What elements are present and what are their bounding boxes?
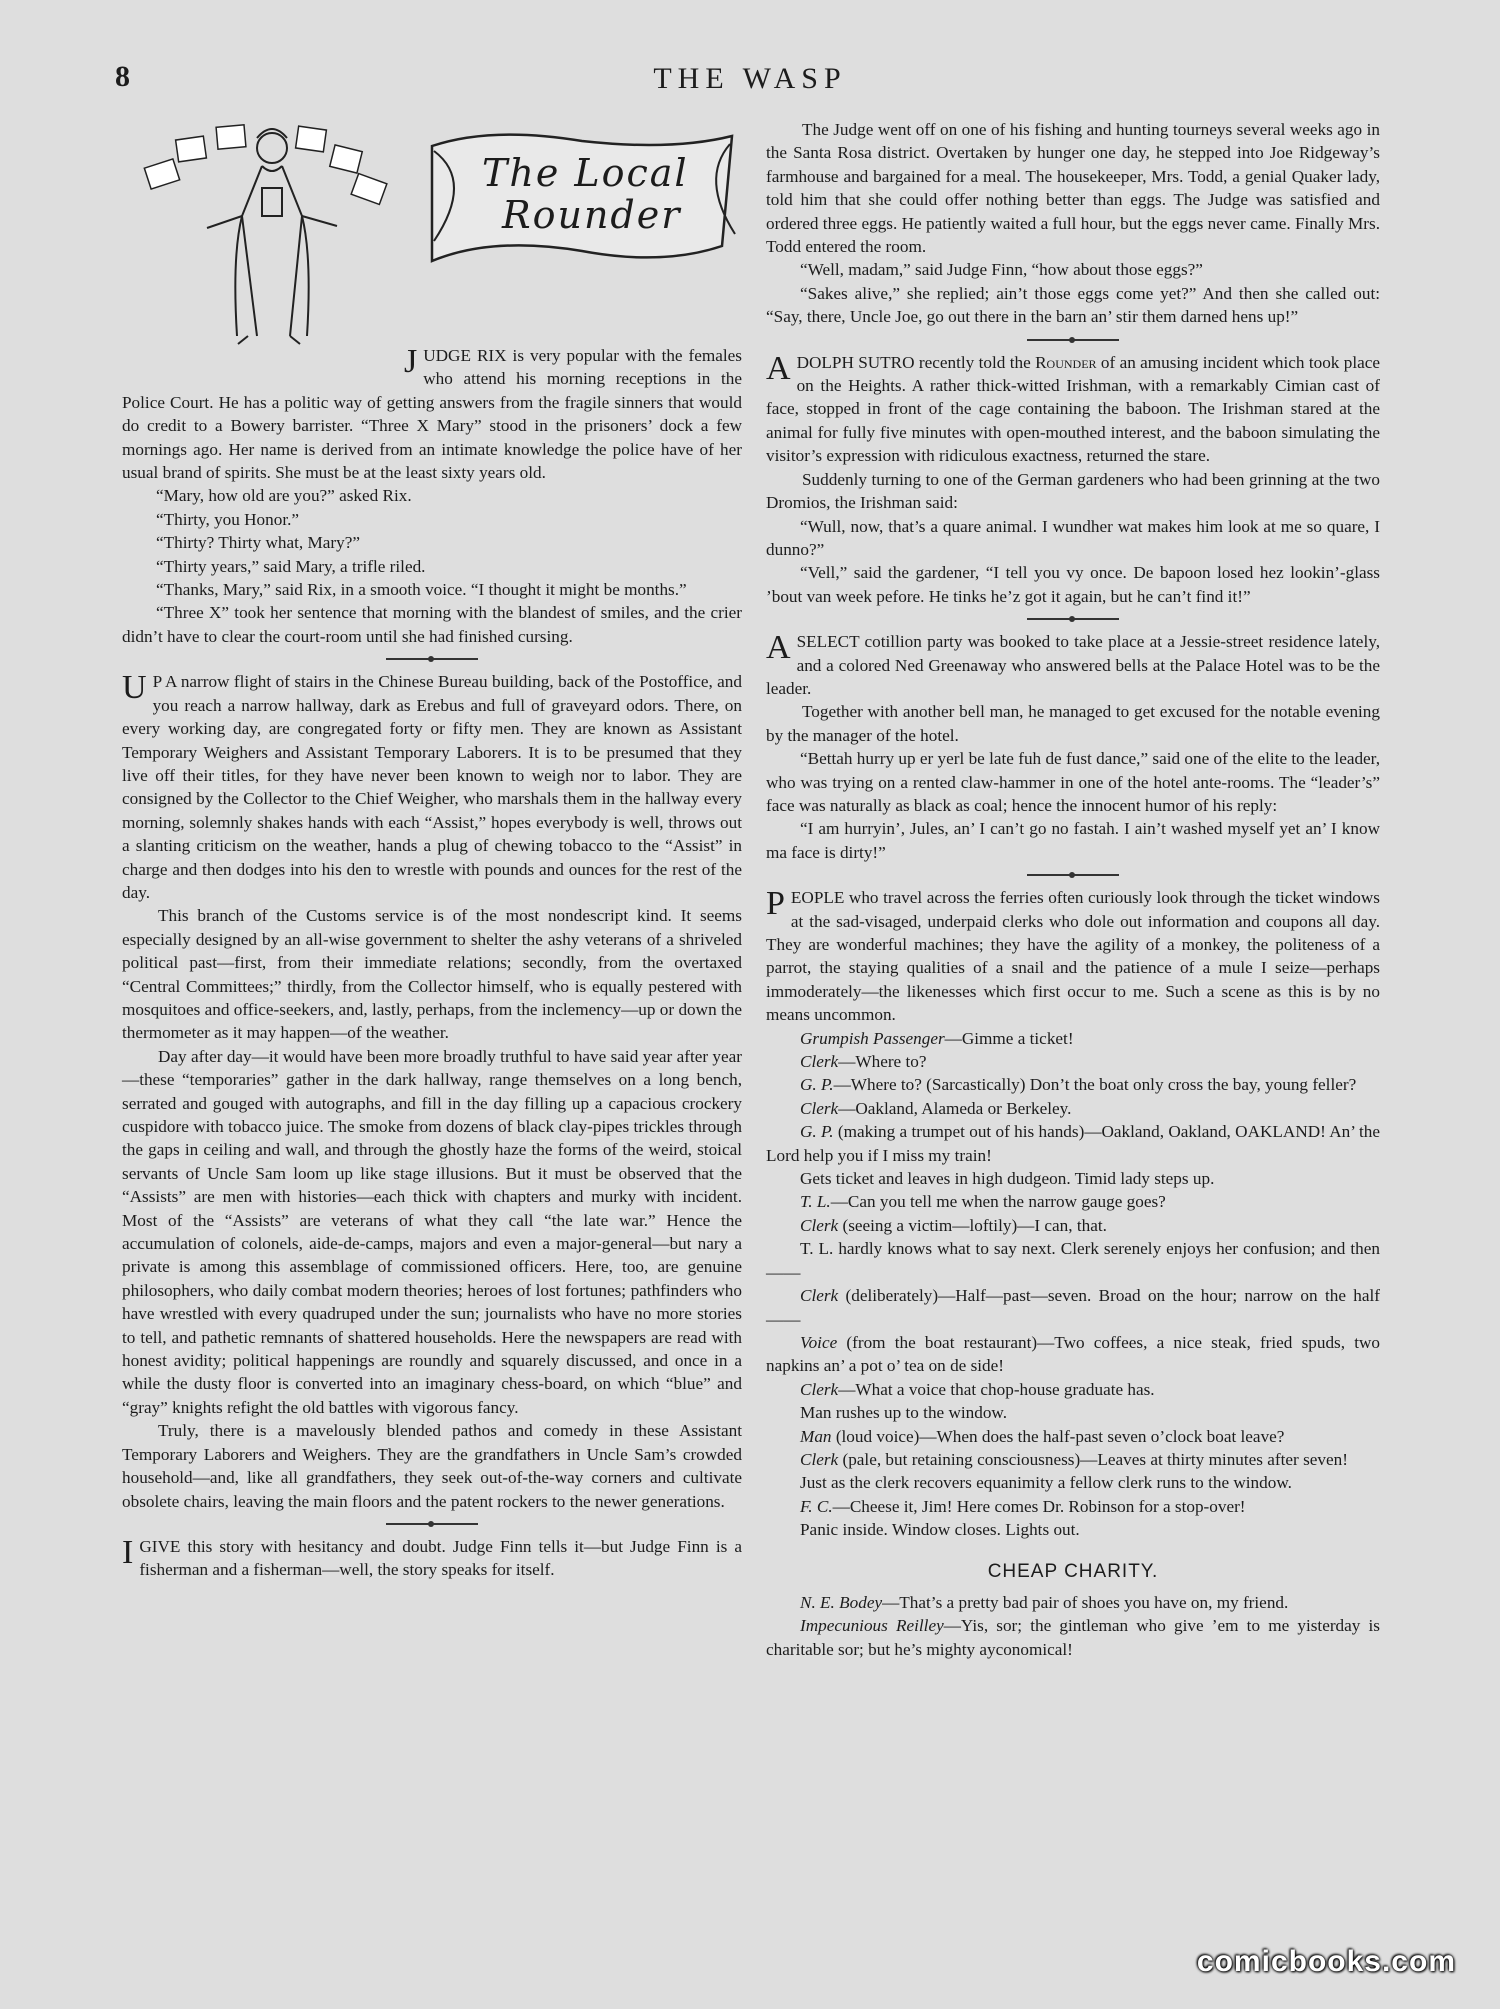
rix-dialog-3: “Thirty? Thirty what, Mary?” bbox=[156, 533, 360, 553]
title-line-1: The Local bbox=[482, 151, 689, 195]
cotillion-dialog-1: “Bettah hurry up er yerl be late fuh de fust dance,” said one of the elite to the leader, who was trying on a rented claw-hammer in one of the hotel ante-rooms. The “leader’s” face was naturally as black as coal; hence the innocent humor of his reply: bbox=[766, 749, 1380, 815]
speaker-name: Grumpish Passenger bbox=[800, 1028, 945, 1048]
title-lettering bbox=[482, 152, 722, 236]
line-text: —Where to? bbox=[838, 1052, 927, 1072]
speaker-name: Clerk bbox=[800, 1052, 839, 1072]
masthead: THE WASP bbox=[653, 62, 847, 95]
ferry-line bbox=[766, 1027, 1380, 1050]
ferry-line bbox=[766, 1097, 1380, 1120]
line-text: (seeing a victim—loftily)—I can, that. bbox=[838, 1215, 1107, 1235]
speaker-name: Man bbox=[800, 1426, 832, 1446]
ferry-line bbox=[766, 1190, 1380, 1213]
ferry-line bbox=[766, 1167, 1380, 1190]
rix-dialog-5: “Thanks, Mary,” said Rix, in a smooth voice. “I thought it might be months.” bbox=[156, 580, 687, 600]
finn-story-paragraph: The Judge went off on one of his fishing and hunting tourneys several weeks ago in the Santa Rosa district. Overtaken by hunger one day, he stepped into Joe Ridgeway’s farmhouse and bargained for a meal. The housekeeper, Mrs. Todd, a genial Quaker lady, told him that she could offer nothing better than eggs. The Judge was satisfied and ordered three eggs. He patiently waited a full hour, but the eggs never came. Finally Mrs. Todd entered the room. bbox=[766, 120, 1380, 257]
speaker-name: Clerk bbox=[800, 1286, 839, 1306]
cheap-charity-heading: CHEAP CHARITY. bbox=[987, 1560, 1159, 1582]
speaker-name: T. L. bbox=[800, 1192, 831, 1212]
dropcap-i: I bbox=[122, 1533, 134, 1571]
line-text: (making a trumpet out of his hands)—Oakland, Oakland, OAKLAND! An’ the Lord help you if I miss my train! bbox=[766, 1122, 1380, 1165]
sutro-text-a: DOLPH SUTRO recently told the bbox=[796, 352, 1036, 372]
page-number: 8 bbox=[115, 60, 130, 93]
ferries-text: EOPLE who travel across the ferries often curiously look through the ticket windows at the sad-visaged, underpaid clerks who dole out information and coupons all day. They are wonderful machines; they have the agility of a monkey, the politeness of a parrot, the staying qualities of a snail and the patience of a mule I seize—perhaps immoderately—the likenesses which first occur to me. Such a scene as this is by no means uncommon. bbox=[766, 888, 1380, 1025]
header-illustration bbox=[122, 118, 404, 346]
speaker-name: Clerk bbox=[800, 1215, 839, 1235]
rix-dialog-4: “Thirty years,” said Mary, a trifle riled. bbox=[156, 556, 426, 576]
line-text: Just as the clerk recovers equanimity a fellow clerk runs to the window. bbox=[800, 1473, 1292, 1493]
speaker-name: N. E. Bodey bbox=[800, 1592, 883, 1612]
rix-dialog-1: “Mary, how old are you?” asked Rix. bbox=[156, 486, 412, 506]
ferry-line bbox=[766, 1050, 1380, 1073]
line-text: —Yis, sor; the gintleman who give ’em to me yisterday is charitable sor; but he’s mighty ayconomical! bbox=[766, 1616, 1380, 1659]
ferry-line bbox=[766, 1401, 1380, 1424]
charity-dialogue bbox=[766, 1591, 1380, 1661]
speaker-name: Voice bbox=[800, 1332, 838, 1352]
line-text: —That’s a pretty bad pair of shoes you have on, my friend. bbox=[882, 1592, 1289, 1612]
customs-paragraph-3: Day after day—it would have been more broadly truthful to have said year after year—these “temporaries” gather in the dark hallway, range themselves on a long bench, serrated and gouged with autographs, and fill in the day filling up a capacious crockery cuspidore with tobacco juice. The smoke from dozens of black clay-pipes trickles through the gaps in ceiling and wall, and through the ghostly haze the forms of the weird, stoical servants of Uncle Sam loom up like stage illusions. But it must be observed that the “Assists” are men with histories—each thick with chapters and murky with incident. Most of the “Assists” are veterans of what they call “the late war.” Hence the accumulation of colonels, aide-de-camps, majors and even a major-general—but nary a private is among this assemblage of commissioned officers. Here, too, are genuine philosophers, who daily combat modern theories; heroes of lost fortunes; pathfinders who have wrestled with every quadruped under the sun; journalists who have no more stories to tell, and pathetic remnants of shattered households. Here the newspapers are read with honest avidity; political happenings are roundly and squarely discussed, and once in a while the dusty floor is converted into an imaginary chess-board, on which “blue” and “gray” knights refight the old battles with vigorous fancy. bbox=[122, 1046, 742, 1417]
ferry-line bbox=[766, 1120, 1380, 1167]
charity-line bbox=[766, 1614, 1380, 1661]
dropcap-j: J bbox=[404, 343, 418, 380]
finn-intro-text: GIVE this story with hesitancy and doubt. Judge Finn tells it—but Judge Finn is a fisherman and a fisherman—well, the story speaks for itself. bbox=[139, 1536, 742, 1580]
right-column bbox=[766, 118, 1380, 1661]
line-text: —Where to? (Sarcastically) Don’t the boat only cross the bay, young feller? bbox=[833, 1075, 1357, 1095]
title-banner bbox=[412, 126, 742, 282]
customs-intro-text: P A narrow flight of stairs in the Chinese Bureau building, back of the Postoffice, and you reach a narrow hallway, dark as Erebus and full of graveyard odors. There, on every working day, are congregated forty or fifty men. They are known as Assistant Temporary Weighers and Assistant Temporary Laborers. It is to be presumed that they live off their titles, for they have never been known to weigh nor to labor. They are consigned by the Collector to the Chief Weigher, who marshals them in the hallway every morning, solemnly shakes hands with each “Assist,” hopes everybody is well, throws out a slanting criticism on the weather, hands a plug of chewing tobacco to the “Assist” in charge and then dodges into his den to wrestle with pounds and ounces for the rest of the day. bbox=[122, 672, 742, 902]
line-text: Man rushes up to the window. bbox=[800, 1403, 1008, 1423]
rix-text: UDGE RIX is very popular with the females who attend his morning receptions in the Police Court. He has a politic way of getting answers from the fragile sinners that would do credit to a Bowery barrister. “Three X Mary” stood in the prisoners’ dock a few mornings ago. Her name is derived from an intimate knowledge the police have of her usual brand of spirits. She must be at the least sixty years old. bbox=[122, 346, 742, 483]
ferry-line bbox=[766, 1378, 1380, 1401]
ferries-paragraph bbox=[766, 886, 1380, 1026]
ferry-line bbox=[766, 1471, 1380, 1494]
line-text: (loud voice)—When does the half-past seven o’clock boat leave? bbox=[831, 1426, 1285, 1446]
rix-paragraph bbox=[122, 344, 742, 484]
cotillion-paragraph-2: Together with another bell man, he managed to get excused for the notable evening by the manager of the hotel. bbox=[766, 702, 1380, 745]
line-text: —Can you tell me when the narrow gauge goes? bbox=[830, 1192, 1166, 1212]
ferry-line bbox=[766, 1425, 1380, 1448]
sutro-dialog-2: “Vell,” said the gardener, “I tell you vy once. De bapoon losed hez lookin’-glass ’bout van week pefore. He tinks he’z got it again, but he can’t find it!” bbox=[766, 563, 1380, 606]
ferry-line bbox=[766, 1073, 1380, 1096]
ferry-line bbox=[766, 1214, 1380, 1237]
line-text: Gets ticket and leaves in high dudgeon. Timid lady steps up. bbox=[800, 1169, 1215, 1189]
dropcap-p: P bbox=[766, 885, 785, 923]
ferry-line bbox=[766, 1518, 1380, 1541]
ferry-line bbox=[766, 1448, 1380, 1471]
sutro-paragraph bbox=[766, 351, 1380, 468]
speaker-name: G. P. bbox=[800, 1075, 834, 1095]
line-text: (deliberately)—Half—past—seven. Broad on the hour; narrow on the half—— bbox=[766, 1286, 1380, 1329]
customs-paragraph-2: This branch of the Customs service is of the most nondescript kind. It seems especially designed by an all-wise government to shelter the ashy veterans of a shriveled political past—first, from their immediate relations; secondly, from the overtaxed “Central Committees;” thirdly, from the Collector himself, who is equally pestered with mosquitoes and office-seekers, and, lastly, perhaps, from the inclemency—up or down the thermometer as it may happen—of the weather. bbox=[122, 906, 742, 1043]
line-text: —Oakland, Alameda or Berkeley. bbox=[838, 1098, 1072, 1118]
line-text: —Cheese it, Jim! Here comes Dr. Robinson for a stop-over! bbox=[832, 1496, 1246, 1516]
left-column bbox=[122, 118, 742, 1582]
speaker-name: Clerk bbox=[800, 1379, 839, 1399]
line-text: Panic inside. Window closes. Lights out. bbox=[800, 1520, 1080, 1540]
section-divider bbox=[386, 658, 478, 660]
cotillion-text: SELECT cotillion party was booked to take place at a Jessie-street residence lately, and a colored Ned Greenaway who answered bells at the Palace Hotel was to be the leader. bbox=[766, 632, 1380, 698]
watermark: comicbooks.com bbox=[1196, 1945, 1456, 1978]
rix-dialog-2: “Thirty, you Honor.” bbox=[156, 509, 300, 529]
cotillion-paragraph bbox=[766, 630, 1380, 700]
finn-dialog-1: “Well, madam,” said Judge Finn, “how about those eggs?” bbox=[800, 260, 1203, 280]
customs-paragraph-4: Truly, there is a mavelously blended pathos and comedy in these Assistant Temporary Laborers and Weighers. They are the grandfathers in Uncle Sam’s crowded household—and, like all grandfathers, they seek out-of-the-way corners and cultivate obsolete chairs, leaving the main floors and the patent rockers to the newer generations. bbox=[122, 1421, 742, 1511]
line-text: (pale, but retaining consciousness)—Leaves at thirty minutes after seven! bbox=[838, 1449, 1348, 1469]
sutro-dialog-1: “Wull, now, that’s a quare animal. I wundher wat makes him look at me so quare, I dunno?” bbox=[766, 516, 1380, 559]
sutro-paragraph-2: Suddenly turning to one of the German gardeners who had been grinning at the two Dromios, the Irishman said: bbox=[766, 469, 1380, 513]
line-text: —Gimme a ticket! bbox=[944, 1028, 1074, 1048]
title-line-2: Rounder bbox=[502, 193, 682, 237]
cotillion-dialog-2: “I am hurryin’, Jules, an’ I can’t go no fastah. I ain’t washed myself yet an’ I know ma face is dirty!” bbox=[766, 819, 1380, 862]
section-divider bbox=[386, 1523, 478, 1525]
ferry-dialogue bbox=[766, 1027, 1380, 1542]
dropcap-a: A bbox=[766, 349, 791, 387]
customs-paragraph-1 bbox=[122, 670, 742, 904]
ferry-line bbox=[766, 1237, 1380, 1284]
line-text: —What a voice that chop-house graduate has. bbox=[838, 1379, 1155, 1399]
line-text: T. L. hardly knows what to say next. Clerk serenely enjoys her confusion; and then—— bbox=[766, 1239, 1380, 1282]
sutro-rounder: Rounder bbox=[1035, 352, 1097, 372]
rix-dialog-6: “Three X” took her sentence that morning with the blandest of smiles, and the crier didn’t have to clear the court-room until she had finished cursing. bbox=[122, 603, 742, 646]
speaker-name: G. P. bbox=[800, 1122, 834, 1142]
line-text: (from the boat restaurant)—Two coffees, a nice steak, fried spuds, two napkins an’ a pot o’ tea on de side! bbox=[766, 1332, 1380, 1376]
speaker-name: F. C. bbox=[800, 1496, 833, 1516]
dropcap-a-2: A bbox=[766, 629, 791, 667]
charity-line bbox=[766, 1591, 1380, 1614]
section-divider bbox=[1027, 339, 1119, 341]
dropcap-u: U bbox=[122, 669, 147, 707]
finn-intro-paragraph bbox=[122, 1535, 742, 1582]
ferry-line bbox=[766, 1284, 1380, 1331]
speaker-name: Impecunious Reilley bbox=[800, 1616, 944, 1636]
speaker-name: Clerk bbox=[800, 1098, 839, 1118]
section-divider bbox=[1027, 618, 1119, 620]
sutro-text-b: of an amusing incident which took place on the Heights. A rather thick-witted Irishman, with a remarkably Cimian cast of face, stopped in front of the cage containing the baboon. The Irishman stared at the animal for fully five minutes with open-mouthed interest, and the baboon simulating the visitor’s expression with ridiculous exactness, returned the stare. bbox=[766, 352, 1380, 466]
rounder-figure-illustration bbox=[122, 118, 404, 346]
finn-dialog-2: “Sakes alive,” she replied; ain’t those eggs come yet?” And then she called out: “Say, there, Uncle Joe, go out there in the barn an’ stir them darned hens up!” bbox=[766, 283, 1380, 327]
section-divider bbox=[1027, 874, 1119, 876]
ferry-line bbox=[766, 1331, 1380, 1378]
ferry-line bbox=[766, 1495, 1380, 1518]
speaker-name: Clerk bbox=[800, 1449, 839, 1469]
